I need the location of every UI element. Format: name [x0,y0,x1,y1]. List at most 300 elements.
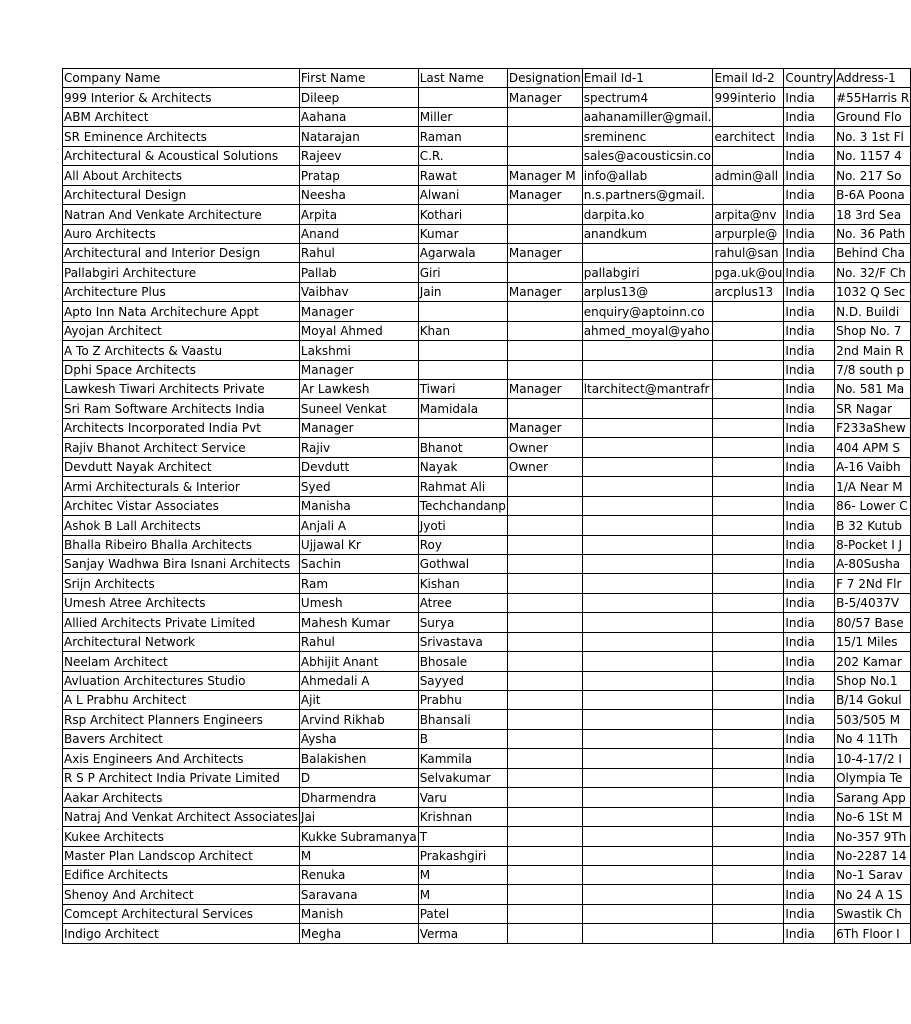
cell-address-1[interactable]: No-6 1St M [835,807,911,826]
cell-designation[interactable]: Manager [507,282,582,301]
cell-country[interactable]: India [784,846,835,865]
header-cell-last-name[interactable]: Last Name [418,69,507,88]
cell-email-id-1[interactable] [582,632,713,651]
cell-designation[interactable] [507,729,582,748]
cell-designation[interactable] [507,846,582,865]
cell-last-name[interactable] [418,360,507,379]
cell-email-id-1[interactable] [582,438,713,457]
cell-last-name[interactable]: Jain [418,282,507,301]
cell-country[interactable]: India [784,885,835,904]
cell-designation[interactable] [507,904,582,923]
cell-designation[interactable] [507,496,582,515]
cell-country[interactable]: India [784,321,835,340]
cell-country[interactable]: India [784,671,835,690]
cell-email-id-1[interactable] [582,341,713,360]
cell-email-id-2[interactable]: 999interio [713,88,784,107]
cell-email-id-1[interactable] [582,846,713,865]
cell-last-name[interactable]: Tiwari [418,380,507,399]
cell-email-id-1[interactable] [582,613,713,632]
cell-first-name[interactable]: Saravana [299,885,418,904]
cell-address-1[interactable]: No 24 A 1S [835,885,911,904]
cell-last-name[interactable]: Techchandanp [418,496,507,515]
cell-email-id-1[interactable]: info@allab [582,166,713,185]
cell-address-1[interactable]: No. 217 So [835,166,911,185]
cell-last-name[interactable]: Alwani [418,185,507,204]
cell-company-name[interactable]: Allied Architects Private Limited [63,613,300,632]
cell-last-name[interactable]: Verma [418,924,507,943]
cell-first-name[interactable]: Pratap [299,166,418,185]
cell-country[interactable]: India [784,107,835,126]
cell-designation[interactable] [507,613,582,632]
cell-email-id-1[interactable]: n.s.partners@gmail. [582,185,713,204]
cell-address-1[interactable]: N.D. Buildi [835,302,911,321]
cell-company-name[interactable]: Dphi Space Architects [63,360,300,379]
cell-address-1[interactable]: Shop No. 7 [835,321,911,340]
cell-company-name[interactable]: Auro Architects [63,224,300,243]
cell-country[interactable]: India [784,457,835,476]
cell-last-name[interactable]: Prabhu [418,691,507,710]
cell-email-id-2[interactable] [713,671,784,690]
cell-company-name[interactable]: Architecture Plus [63,282,300,301]
cell-first-name[interactable]: Arvind Rikhab [299,710,418,729]
cell-designation[interactable] [507,652,582,671]
cell-company-name[interactable]: Sanjay Wadhwa Bira Isnani Architects [63,554,300,573]
cell-designation[interactable]: Manager [507,418,582,437]
cell-first-name[interactable]: Renuka [299,865,418,884]
cell-country[interactable]: India [784,282,835,301]
cell-address-1[interactable]: 503/505 M [835,710,911,729]
cell-email-id-2[interactable] [713,418,784,437]
cell-address-1[interactable]: 1032 Q Sec [835,282,911,301]
cell-designation[interactable] [507,593,582,612]
cell-company-name[interactable]: Aakar Architects [63,788,300,807]
cell-address-1[interactable]: 10-4-17/2 I [835,749,911,768]
cell-address-1[interactable]: 15/1 Miles [835,632,911,651]
cell-email-id-1[interactable]: pallabgiri [582,263,713,282]
cell-company-name[interactable]: Comcept Architectural Services [63,904,300,923]
cell-address-1[interactable]: Behind Cha [835,243,911,262]
cell-designation[interactable] [507,554,582,573]
cell-first-name[interactable]: Mahesh Kumar [299,613,418,632]
cell-first-name[interactable]: Lakshmi [299,341,418,360]
cell-address-1[interactable]: B 32 Kutub [835,516,911,535]
cell-first-name[interactable]: Ajit [299,691,418,710]
cell-email-id-2[interactable] [713,341,784,360]
cell-designation[interactable]: Manager [507,380,582,399]
cell-last-name[interactable]: Raman [418,127,507,146]
cell-company-name[interactable]: Architectural & Acoustical Solutions [63,146,300,165]
cell-country[interactable]: India [784,535,835,554]
cell-address-1[interactable]: 404 APM S [835,438,911,457]
cell-company-name[interactable]: Architec Vistar Associates [63,496,300,515]
cell-company-name[interactable]: Bhalla Ribeiro Bhalla Architects [63,535,300,554]
cell-first-name[interactable]: Megha [299,924,418,943]
cell-first-name[interactable]: M [299,846,418,865]
cell-last-name[interactable]: Mamidala [418,399,507,418]
cell-email-id-1[interactable] [582,496,713,515]
cell-company-name[interactable]: Srijn Architects [63,574,300,593]
cell-country[interactable]: India [784,652,835,671]
cell-last-name[interactable]: Selvakumar [418,768,507,787]
cell-email-id-2[interactable]: earchitect [713,127,784,146]
cell-country[interactable]: India [784,496,835,515]
cell-country[interactable]: India [784,418,835,437]
cell-address-1[interactable]: A-16 Vaibh [835,457,911,476]
cell-email-id-2[interactable] [713,749,784,768]
cell-email-id-2[interactable] [713,885,784,904]
cell-company-name[interactable]: Umesh Atree Architects [63,593,300,612]
cell-company-name[interactable]: Edifice Architects [63,865,300,884]
cell-company-name[interactable]: ABM Architect [63,107,300,126]
cell-email-id-2[interactable] [713,360,784,379]
cell-email-id-2[interactable] [713,865,784,884]
cell-first-name[interactable]: Natarajan [299,127,418,146]
cell-email-id-2[interactable] [713,652,784,671]
cell-first-name[interactable]: Rahul [299,243,418,262]
cell-first-name[interactable]: Aysha [299,729,418,748]
cell-country[interactable]: India [784,399,835,418]
cell-country[interactable]: India [784,263,835,282]
cell-designation[interactable] [507,749,582,768]
cell-first-name[interactable]: Devdutt [299,457,418,476]
cell-first-name[interactable]: Neesha [299,185,418,204]
cell-country[interactable]: India [784,341,835,360]
cell-company-name[interactable]: Axis Engineers And Architects [63,749,300,768]
cell-country[interactable]: India [784,710,835,729]
cell-company-name[interactable]: Architectural and Interior Design [63,243,300,262]
cell-email-id-2[interactable] [713,185,784,204]
cell-email-id-1[interactable]: spectrum4 [582,88,713,107]
cell-last-name[interactable]: B [418,729,507,748]
cell-company-name[interactable]: Neelam Architect [63,652,300,671]
header-cell-designation[interactable]: Designation [507,69,582,88]
cell-first-name[interactable]: Suneel Venkat [299,399,418,418]
cell-last-name[interactable]: Gothwal [418,554,507,573]
cell-first-name[interactable]: Dharmendra [299,788,418,807]
cell-last-name[interactable]: Agarwala [418,243,507,262]
cell-country[interactable]: India [784,574,835,593]
cell-address-1[interactable]: A-80Susha [835,554,911,573]
cell-last-name[interactable] [418,341,507,360]
cell-address-1[interactable]: 202 Kamar [835,652,911,671]
cell-email-id-2[interactable] [713,516,784,535]
cell-address-1[interactable]: F233aShew [835,418,911,437]
cell-first-name[interactable]: D [299,768,418,787]
cell-email-id-2[interactable] [713,554,784,573]
cell-company-name[interactable]: Natran And Venkate Architecture [63,205,300,224]
cell-last-name[interactable]: Khan [418,321,507,340]
cell-country[interactable]: India [784,807,835,826]
cell-last-name[interactable]: Surya [418,613,507,632]
cell-email-id-2[interactable]: arpita@nv [713,205,784,224]
cell-address-1[interactable]: Olympia Te [835,768,911,787]
cell-email-id-2[interactable]: arpurple@ [713,224,784,243]
cell-country[interactable]: India [784,302,835,321]
cell-email-id-1[interactable] [582,418,713,437]
cell-email-id-1[interactable]: sreminenc [582,127,713,146]
cell-first-name[interactable]: Manisha [299,496,418,515]
cell-address-1[interactable]: 18 3rd Sea [835,205,911,224]
cell-last-name[interactable] [418,302,507,321]
cell-designation[interactable] [507,146,582,165]
cell-country[interactable]: India [784,127,835,146]
cell-address-1[interactable]: F 7 2Nd Flr [835,574,911,593]
cell-company-name[interactable]: Pallabgiri Architecture [63,263,300,282]
cell-company-name[interactable]: SR Eminence Architects [63,127,300,146]
cell-company-name[interactable]: Architects Incorporated India Pvt [63,418,300,437]
cell-address-1[interactable]: 7/8 south p [835,360,911,379]
cell-first-name[interactable]: Aahana [299,107,418,126]
cell-last-name[interactable]: Rahmat Ali [418,477,507,496]
cell-email-id-2[interactable] [713,477,784,496]
cell-company-name[interactable]: Sri Ram Software Architects India [63,399,300,418]
cell-email-id-2[interactable] [713,632,784,651]
cell-email-id-1[interactable]: anandkum [582,224,713,243]
cell-first-name[interactable]: Kukke Subramanya [299,827,418,846]
cell-email-id-1[interactable] [582,710,713,729]
cell-designation[interactable]: Manager M [507,166,582,185]
cell-designation[interactable] [507,885,582,904]
cell-first-name[interactable]: Ahmedali A [299,671,418,690]
cell-email-id-1[interactable] [582,535,713,554]
cell-email-id-2[interactable] [713,380,784,399]
cell-email-id-1[interactable] [582,924,713,943]
cell-first-name[interactable]: Sachin [299,554,418,573]
cell-company-name[interactable]: Lawkesh Tiwari Architects Private [63,380,300,399]
cell-company-name[interactable]: Kukee Architects [63,827,300,846]
cell-designation[interactable] [507,691,582,710]
cell-designation[interactable] [507,321,582,340]
cell-company-name[interactable]: A L Prabhu Architect [63,691,300,710]
cell-country[interactable]: India [784,749,835,768]
cell-email-id-2[interactable]: pga.uk@ou [713,263,784,282]
cell-designation[interactable] [507,224,582,243]
cell-email-id-1[interactable] [582,827,713,846]
cell-email-id-2[interactable] [713,399,784,418]
cell-last-name[interactable]: Krishnan [418,807,507,826]
cell-first-name[interactable]: Ujjawal Kr [299,535,418,554]
cell-email-id-1[interactable] [582,807,713,826]
cell-last-name[interactable]: Rawat [418,166,507,185]
cell-last-name[interactable]: Bhosale [418,652,507,671]
cell-company-name[interactable]: Architectural Design [63,185,300,204]
cell-email-id-1[interactable] [582,885,713,904]
cell-country[interactable]: India [784,865,835,884]
cell-email-id-2[interactable]: rahul@san [713,243,784,262]
cell-email-id-2[interactable] [713,691,784,710]
cell-first-name[interactable]: Rahul [299,632,418,651]
cell-last-name[interactable] [418,418,507,437]
cell-designation[interactable] [507,574,582,593]
header-cell-address-1[interactable]: Address-1 [835,69,911,88]
cell-country[interactable]: India [784,360,835,379]
cell-last-name[interactable]: Miller [418,107,507,126]
cell-last-name[interactable]: Atree [418,593,507,612]
cell-company-name[interactable]: Rsp Architect Planners Engineers [63,710,300,729]
cell-designation[interactable] [507,516,582,535]
cell-designation[interactable]: Manager [507,185,582,204]
cell-last-name[interactable]: Kothari [418,205,507,224]
cell-address-1[interactable]: 8-Pocket I J [835,535,911,554]
cell-email-id-2[interactable] [713,107,784,126]
cell-email-id-2[interactable]: admin@all [713,166,784,185]
cell-email-id-1[interactable] [582,768,713,787]
cell-last-name[interactable]: Kumar [418,224,507,243]
cell-country[interactable]: India [784,827,835,846]
cell-last-name[interactable] [418,88,507,107]
cell-country[interactable]: India [784,788,835,807]
cell-designation[interactable] [507,788,582,807]
cell-company-name[interactable]: Ashok B Lall Architects [63,516,300,535]
cell-email-id-1[interactable] [582,399,713,418]
cell-first-name[interactable]: Ram [299,574,418,593]
cell-email-id-2[interactable] [713,768,784,787]
cell-first-name[interactable]: Dileep [299,88,418,107]
header-cell-email-id-1[interactable]: Email Id-1 [582,69,713,88]
cell-company-name[interactable]: 999 Interior & Architects [63,88,300,107]
cell-address-1[interactable]: No-357 9Th [835,827,911,846]
cell-first-name[interactable]: Balakishen [299,749,418,768]
cell-first-name[interactable]: Rajiv [299,438,418,457]
cell-first-name[interactable]: Ar Lawkesh [299,380,418,399]
cell-first-name[interactable]: Rajeev [299,146,418,165]
cell-last-name[interactable]: Srivastava [418,632,507,651]
cell-email-id-2[interactable] [713,593,784,612]
cell-country[interactable]: India [784,88,835,107]
cell-email-id-2[interactable]: arcplus13 [713,282,784,301]
cell-email-id-1[interactable]: arplus13@ [582,282,713,301]
cell-address-1[interactable]: B/14 Gokul [835,691,911,710]
cell-email-id-2[interactable] [713,846,784,865]
cell-company-name[interactable]: Natraj And Venkat Architect Associates [63,807,300,826]
cell-designation[interactable] [507,924,582,943]
cell-last-name[interactable]: M [418,865,507,884]
cell-country[interactable]: India [784,691,835,710]
cell-company-name[interactable]: Shenoy And Architect [63,885,300,904]
cell-first-name[interactable]: Vaibhav [299,282,418,301]
cell-email-id-1[interactable] [582,574,713,593]
cell-designation[interactable] [507,477,582,496]
cell-first-name[interactable]: Arpita [299,205,418,224]
cell-last-name[interactable]: Kishan [418,574,507,593]
cell-email-id-2[interactable] [713,710,784,729]
cell-last-name[interactable]: Kammila [418,749,507,768]
cell-email-id-2[interactable] [713,438,784,457]
cell-company-name[interactable]: Apto Inn Nata Architechure Appt [63,302,300,321]
cell-address-1[interactable]: 1/A Near M [835,477,911,496]
cell-last-name[interactable]: T [418,827,507,846]
cell-email-id-1[interactable] [582,749,713,768]
cell-company-name[interactable]: Architectural Network [63,632,300,651]
cell-last-name[interactable]: Giri [418,263,507,282]
cell-first-name[interactable]: Manager [299,418,418,437]
cell-country[interactable]: India [784,166,835,185]
cell-designation[interactable]: Manager [507,88,582,107]
cell-address-1[interactable]: Swastik Ch [835,904,911,923]
cell-first-name[interactable]: Moyal Ahmed [299,321,418,340]
cell-email-id-1[interactable] [582,729,713,748]
cell-company-name[interactable]: Avluation Architectures Studio [63,671,300,690]
cell-email-id-1[interactable] [582,554,713,573]
cell-address-1[interactable]: No-1 Sarav [835,865,911,884]
cell-last-name[interactable]: Prakashgiri [418,846,507,865]
cell-designation[interactable] [507,127,582,146]
cell-last-name[interactable]: C.R. [418,146,507,165]
cell-company-name[interactable]: Rajiv Bhanot Architect Service [63,438,300,457]
cell-country[interactable]: India [784,224,835,243]
cell-first-name[interactable]: Abhijit Anant [299,652,418,671]
cell-designation[interactable] [507,710,582,729]
cell-email-id-1[interactable]: ahmed_moyal@yaho [582,321,713,340]
cell-address-1[interactable]: No-2287 14 [835,846,911,865]
cell-email-id-2[interactable] [713,788,784,807]
cell-last-name[interactable]: Bhanot [418,438,507,457]
cell-company-name[interactable]: R S P Architect India Private Limited [63,768,300,787]
cell-country[interactable]: India [784,243,835,262]
cell-address-1[interactable]: 86- Lower C [835,496,911,515]
cell-last-name[interactable]: Bhansali [418,710,507,729]
cell-designation[interactable] [507,205,582,224]
cell-address-1[interactable]: No. 581 Ma [835,380,911,399]
cell-address-1[interactable]: B-5/4037V [835,593,911,612]
cell-email-id-1[interactable] [582,593,713,612]
cell-address-1[interactable]: Ground Flo [835,107,911,126]
cell-email-id-2[interactable] [713,613,784,632]
cell-first-name[interactable]: Manish [299,904,418,923]
cell-address-1[interactable]: No. 32/F Ch [835,263,911,282]
cell-address-1[interactable]: No. 1157 4 [835,146,911,165]
cell-designation[interactable] [507,768,582,787]
cell-company-name[interactable]: Bavers Architect [63,729,300,748]
cell-designation[interactable] [507,341,582,360]
cell-email-id-1[interactable]: darpita.ko [582,205,713,224]
cell-company-name[interactable]: Master Plan Landscop Architect [63,846,300,865]
cell-company-name[interactable]: Indigo Architect [63,924,300,943]
cell-country[interactable]: India [784,613,835,632]
cell-company-name[interactable]: A To Z Architects & Vaastu [63,341,300,360]
cell-last-name[interactable]: Patel [418,904,507,923]
cell-designation[interactable] [507,807,582,826]
header-cell-first-name[interactable]: First Name [299,69,418,88]
cell-first-name[interactable]: Pallab [299,263,418,282]
cell-designation[interactable] [507,302,582,321]
cell-designation[interactable] [507,865,582,884]
cell-last-name[interactable]: Jyoti [418,516,507,535]
cell-country[interactable]: India [784,438,835,457]
cell-email-id-1[interactable] [582,243,713,262]
cell-designation[interactable] [507,671,582,690]
cell-company-name[interactable]: Devdutt Nayak Architect [63,457,300,476]
cell-first-name[interactable]: Anand [299,224,418,243]
cell-first-name[interactable]: Jai [299,807,418,826]
header-cell-country[interactable]: Country [784,69,835,88]
cell-email-id-1[interactable] [582,652,713,671]
cell-email-id-1[interactable]: enquiry@aptoinn.co [582,302,713,321]
cell-email-id-1[interactable] [582,477,713,496]
cell-country[interactable]: India [784,205,835,224]
cell-designation[interactable] [507,107,582,126]
header-cell-company-name[interactable]: Company Name [63,69,300,88]
cell-designation[interactable]: Owner [507,438,582,457]
cell-address-1[interactable]: No. 3 1st Fl [835,127,911,146]
cell-email-id-2[interactable] [713,302,784,321]
cell-email-id-2[interactable] [713,904,784,923]
cell-email-id-1[interactable] [582,691,713,710]
cell-email-id-1[interactable]: ltarchitect@mantrafr [582,380,713,399]
cell-last-name[interactable]: Roy [418,535,507,554]
cell-country[interactable]: India [784,924,835,943]
cell-email-id-1[interactable] [582,671,713,690]
